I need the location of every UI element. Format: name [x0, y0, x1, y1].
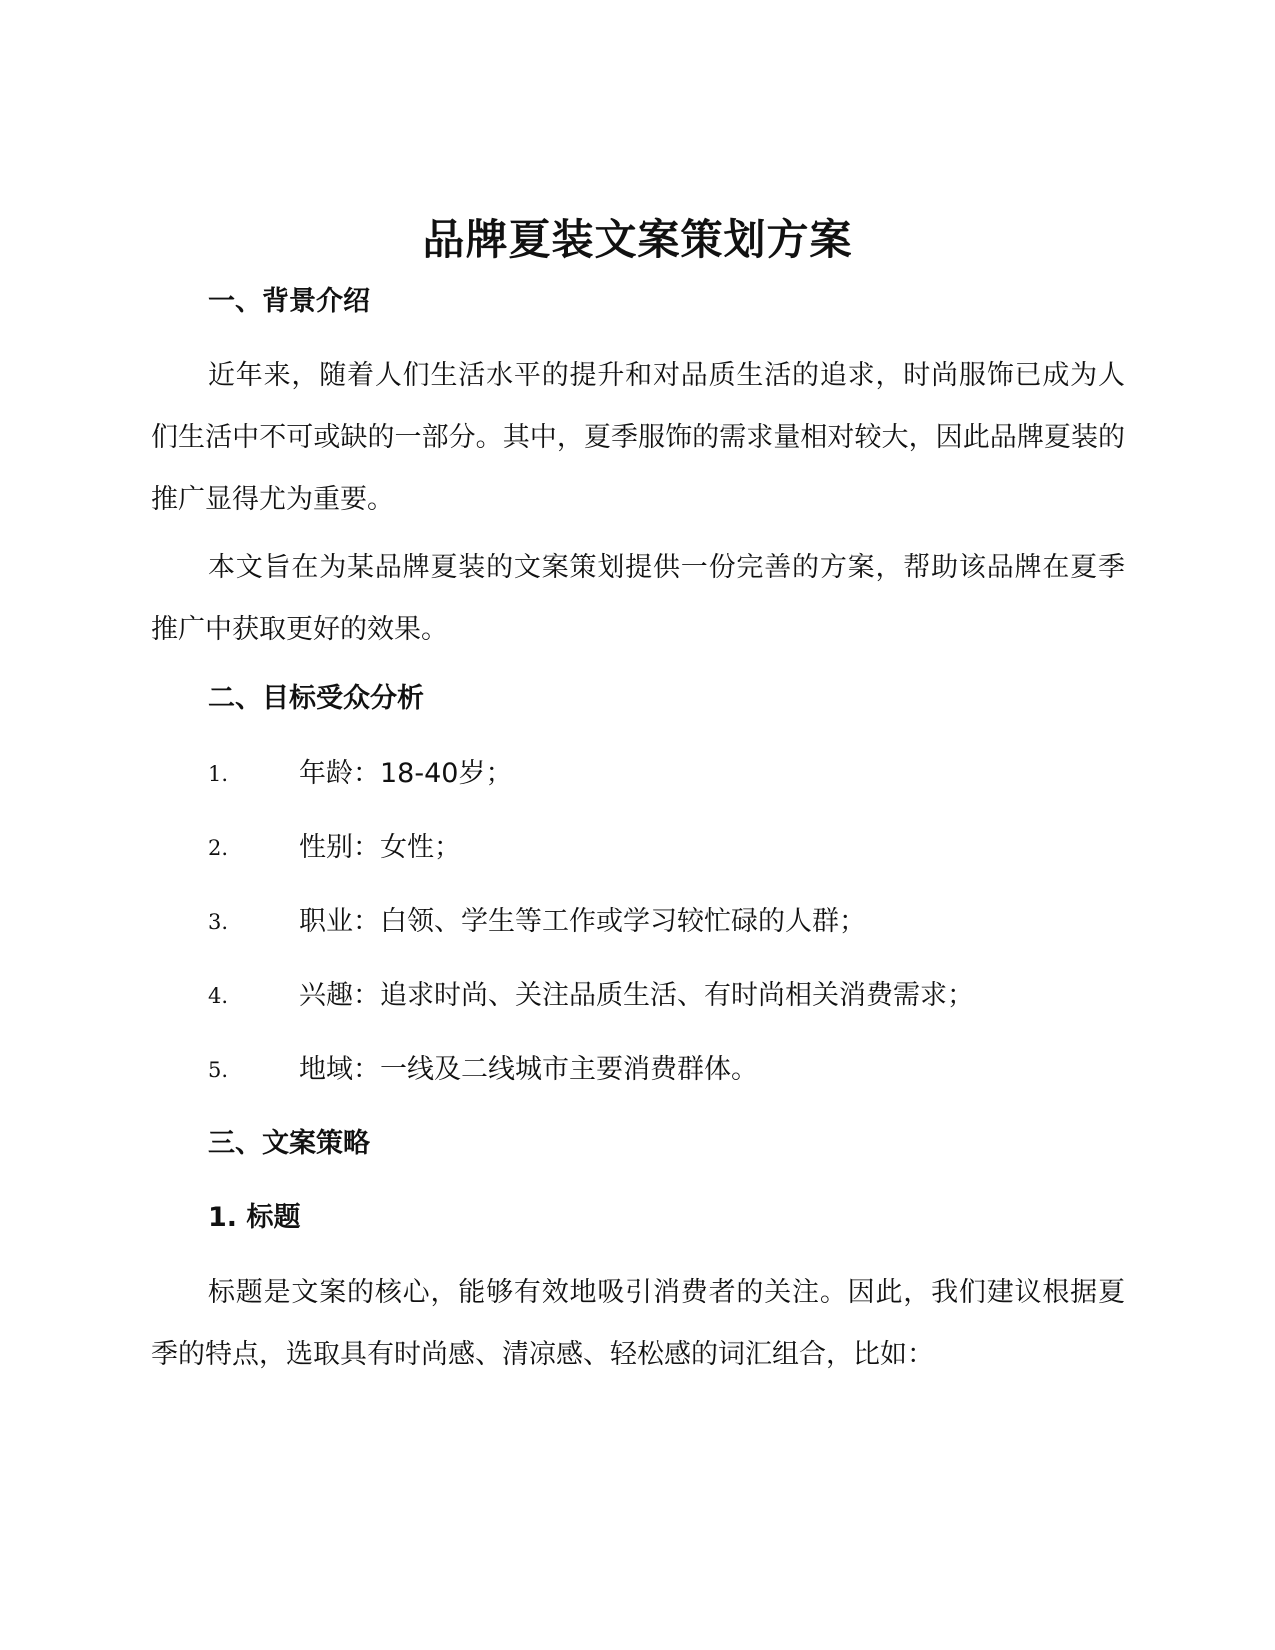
paragraph-background-1: 近年来，随着人们生活水平的提升和对品质生活的追求，时尚服饰已成为人们生活中不可或缺的一部分。其中，夏季服饰的需求量相对较大，因此品牌夏装的推广显得尤为重要。 [151, 360, 1125, 515]
list-item-number: 4. [208, 984, 229, 1008]
list-item-number: 5. [208, 1058, 229, 1082]
section-heading-strategy: 三、文案策略 [208, 1128, 370, 1159]
subsection-heading-title: 1. 标题 [208, 1202, 301, 1233]
section-heading-audience: 二、目标受众分析 [208, 683, 424, 714]
document-title: 品牌夏装文案策划方案 [422, 215, 853, 264]
paragraph-background-2: 本文旨在为某品牌夏装的文案策划提供一份完善的方案，帮助该品牌在夏季推广中获取更好的效果。 [151, 552, 1125, 645]
list-item-text: 性别：女性； [299, 832, 461, 863]
list-item-text: 兴趣：追求时尚、关注品质生活、有时尚相关消费需求； [299, 980, 974, 1011]
list-item-number: 1. [208, 762, 229, 786]
list-item-text: 地域：一线及二线城市主要消费群体。 [299, 1054, 758, 1085]
list-item-number: 3. [208, 910, 229, 934]
section-heading-background: 一、背景介绍 [208, 286, 370, 317]
list-item-text: 职业：白领、学生等工作或学习较忙碌的人群； [299, 906, 866, 937]
list-item-number: 2. [208, 836, 229, 860]
paragraph-title-strategy: 标题是文案的核心，能够有效地吸引消费者的关注。因此，我们建议根据夏季的特点，选取具有时尚感、清凉感、轻松感的词汇组合，比如： [151, 1277, 1125, 1370]
list-item-text: 年龄：18-40岁； [299, 758, 513, 789]
